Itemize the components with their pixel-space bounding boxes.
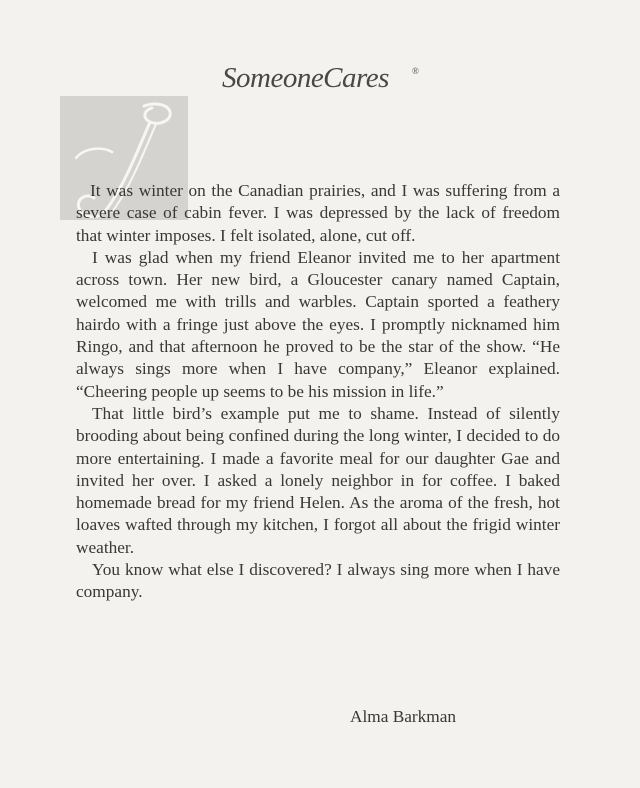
author-signature: Alma Barkman	[350, 707, 457, 726]
logo-text: SomeoneCares	[222, 62, 389, 94]
registered-mark: ®	[412, 66, 419, 76]
story-body	[76, 180, 560, 604]
someone-cares-logo	[222, 62, 422, 110]
paragraph-1: It was winter on the Canadian prairies, and I was suffering from a severe case of cabin fever. I was depressed by the lack of freedom that winter imposes. I felt isolated, alone, cut off.	[76, 181, 560, 245]
paragraph-4: You know what else I discovered? I always sing more when I have company.	[76, 560, 560, 602]
paragraph-3: That little bird’s example put me to shame. Instead of silently brooding about being confined during the long winter, I decided to do more entertaining. I made a favorite meal for our daughter Gae and invited her over. I asked a lonely neighbor in for coffee. I baked homemade bread for my friend Helen. As the aroma of the fresh, hot loaves wafted through my kitchen, I forgot all about the frigid winter weather.	[76, 403, 560, 557]
paragraph-2: I was glad when my friend Eleanor invited me to her apartment across town. Her new bird, a Gloucester canary named Captain, welcomed me with trills and warbles. Captain sported a feathery hairdo with a fringe just above the eyes. I promptly nicknamed him Ringo, and that afternoon he proved to be the star of the show. “He always sings more when I have company,” Eleanor explained. “Cheering people up seems to be his mission in life.”	[76, 247, 560, 401]
